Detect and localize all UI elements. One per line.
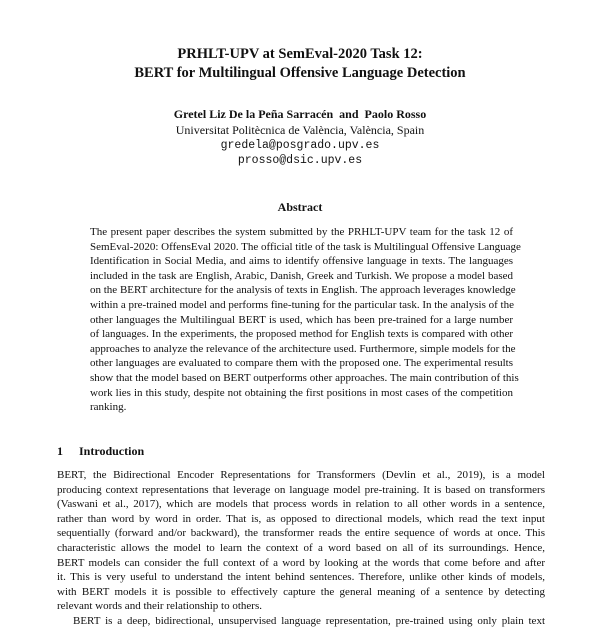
introduction-line: BERT, the Bidirectional Encoder Representations for Transformers (Devlin et al., 2019), is a model [57,469,545,481]
introduction-line: characteristic allows the model to learn the context of a word based on all of its surroundings. Hence, [57,541,545,554]
paper-title-line-1: PRHLT-UPV at SemEval-2020 Task 12: [177,46,423,62]
section-heading-introduction [57,444,144,459]
abstract-line: show that the model based on BERT outperforms other approaches. The main contribution of this [90,371,519,384]
introduction-line: (Vaswani et al., 2017), which are models that process words in relation to all other words in a sentence, [57,498,545,511]
abstract-body [90,225,521,415]
abstract-line: other languages the Multilingual BERT is used, which has been pre-trained for a large number [90,313,513,326]
email-2: prosso@dsic.upv.es [237,154,363,167]
email-1: gredela@posgrado.upv.es [220,139,380,152]
abstract-line: Identification in Social Media, and aims to identify offensive language in texts. The languages [90,255,513,268]
introduction-body [57,468,545,629]
introduction-line: it. This is very useful to understand the intent behind sentences. Therefore, unlike other kinds of models, [57,571,545,584]
affiliation: Universitat Politècnica de València, València, Spain [175,123,425,137]
introduction-line: sequentially (forward and/or backward), the transformer reads the entire sequence of words at once. This [57,527,545,540]
abstract-line: included in the task are English, Arabic, Danish, Greek and Turkish. We propose a model based [90,269,513,282]
introduction-line: producing context representations that leverage on language model pre-training. It is based on transformers [57,483,545,496]
abstract-line: within a pre-trained model and performs fine-tuning for the particular task. In the analysis of the [90,298,514,311]
authors: Gretel Liz De la Peña Sarracén and Paolo Rosso [173,107,427,121]
abstract-heading: Abstract [277,200,323,214]
introduction-line: rather than word by word in order. That is, as opposed to directional models, which read the text input [57,512,545,525]
abstract-line: approaches to analyze the relevance of the architecture used. Furthermore, simple models for the [90,342,516,355]
abstract-line: work lies in this study, despite not obtaining the first positions in most cases of the competition [90,386,513,399]
abstract-line: The present paper describes the system submitted by the PRHLT-UPV team for the task 12 of [90,226,513,238]
section-number: 1 [57,444,63,458]
introduction-line: BERT is a deep, bidirectional, unsupervised language representation, pre-trained using only plain text [73,614,545,627]
abstract-line: on the BERT architecture for the analysis of texts in English. The approach leverages knowledge [90,284,516,297]
introduction-line: BERT models can consider the full context of a word by looking at the words that come before and after [57,556,545,569]
paper-title-line-2: BERT for Multilingual Offensive Language Detection [134,65,466,81]
abstract-line: SemEval-2020: OffensEval 2020. The official title of the task is Multilingual Offensive Language [90,240,521,253]
introduction-line: relevant words and their relationship to others. [57,600,262,613]
abstract-line: other languages are evaluated to compare them with the proposed one. The experimental results [90,357,513,370]
abstract-line: ranking. [90,401,127,414]
section-title: Introduction [79,444,145,458]
introduction-line: with BERT models it is possible to effectively capture the general meaning of a sentence by detecting [57,585,545,598]
abstract-line: of languages. In the experiments, the proposed method for English texts is compared with other [90,328,513,341]
